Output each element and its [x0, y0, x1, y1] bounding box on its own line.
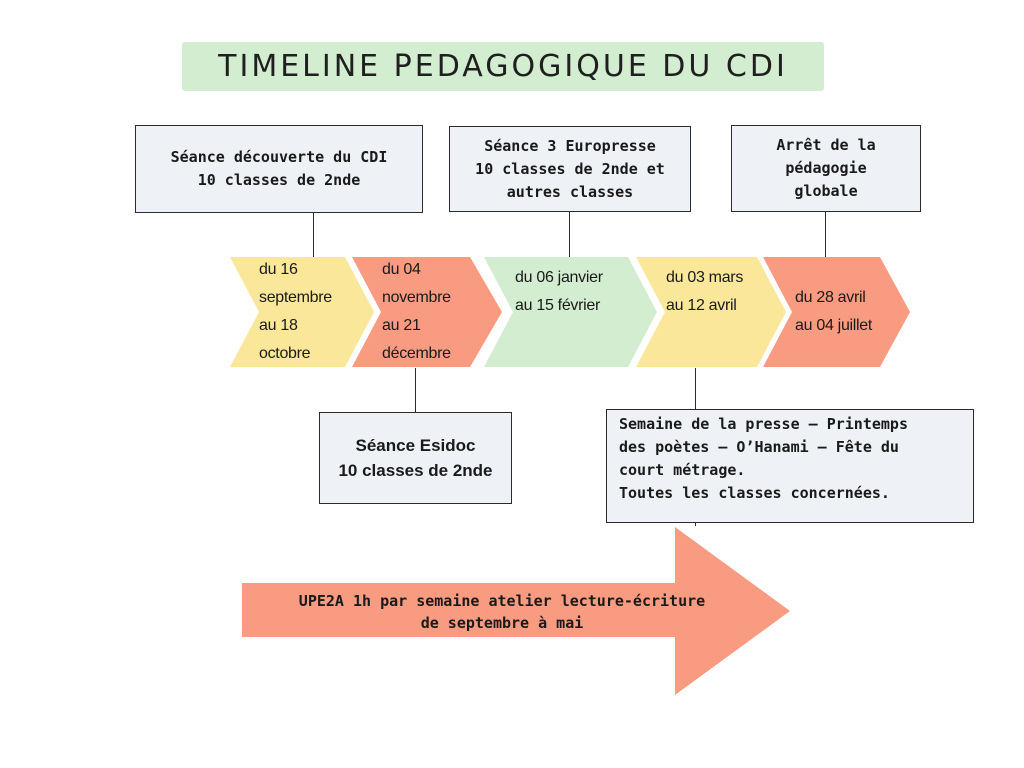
- period-line: du 16: [259, 261, 298, 278]
- box-line: autres classes: [506, 182, 634, 201]
- big-arrow-label: [242, 590, 762, 634]
- period-text-5: [795, 284, 872, 340]
- period-text-4: [666, 264, 743, 320]
- arrow-line: de septembre à mai: [420, 614, 584, 632]
- period-line: du 28 avril: [795, 289, 866, 306]
- period-line: septembre: [259, 289, 332, 306]
- period-line: au 04 juillet: [795, 317, 873, 334]
- box-line: 10 classes de 2nde et: [475, 159, 665, 178]
- period-line: du 03 mars: [666, 269, 744, 286]
- box-line: Séance Esidoc: [355, 436, 476, 455]
- box-line: Séance 3 Europresse: [484, 136, 656, 155]
- period-line: au 15 février: [515, 297, 601, 314]
- period-line: du 06 janvier: [515, 269, 603, 286]
- bottom-box-esidoc: [319, 412, 512, 504]
- box-line: Séance découverte du CDI: [170, 148, 388, 166]
- box-line: pédagogie: [785, 159, 867, 177]
- box-line: court métrage.: [619, 461, 746, 479]
- box-line: globale: [794, 182, 858, 200]
- arrow-line: UPE2A 1h par semaine atelier lecture-écriture: [298, 592, 706, 610]
- box-line: 10 classes de 2nde: [197, 171, 361, 189]
- period-line: décembre: [382, 345, 451, 362]
- period-line: du 04: [382, 261, 421, 278]
- period-line: novembre: [382, 289, 451, 306]
- period-line: au 18: [259, 317, 298, 334]
- period-line: octobre: [259, 345, 311, 362]
- period-text-2: [382, 256, 451, 368]
- box-line: Arrêt de la: [776, 136, 876, 154]
- box-line: 10 classes de 2nde: [338, 461, 493, 480]
- box-line: Semaine de la presse – Printemps: [619, 415, 908, 433]
- box-line: Toutes les classes concernées.: [619, 484, 890, 502]
- period-line: au 21: [382, 317, 421, 334]
- period-line: au 12 avril: [666, 297, 737, 314]
- box-line: des poètes – O’Hanami – Fête du: [619, 438, 899, 456]
- page-title: TIMELINE PEDAGOGIQUE DU CDI: [218, 49, 788, 84]
- period-text-3: [515, 264, 603, 320]
- period-text-1: [259, 256, 332, 368]
- bottom-box-presse: [606, 409, 974, 523]
